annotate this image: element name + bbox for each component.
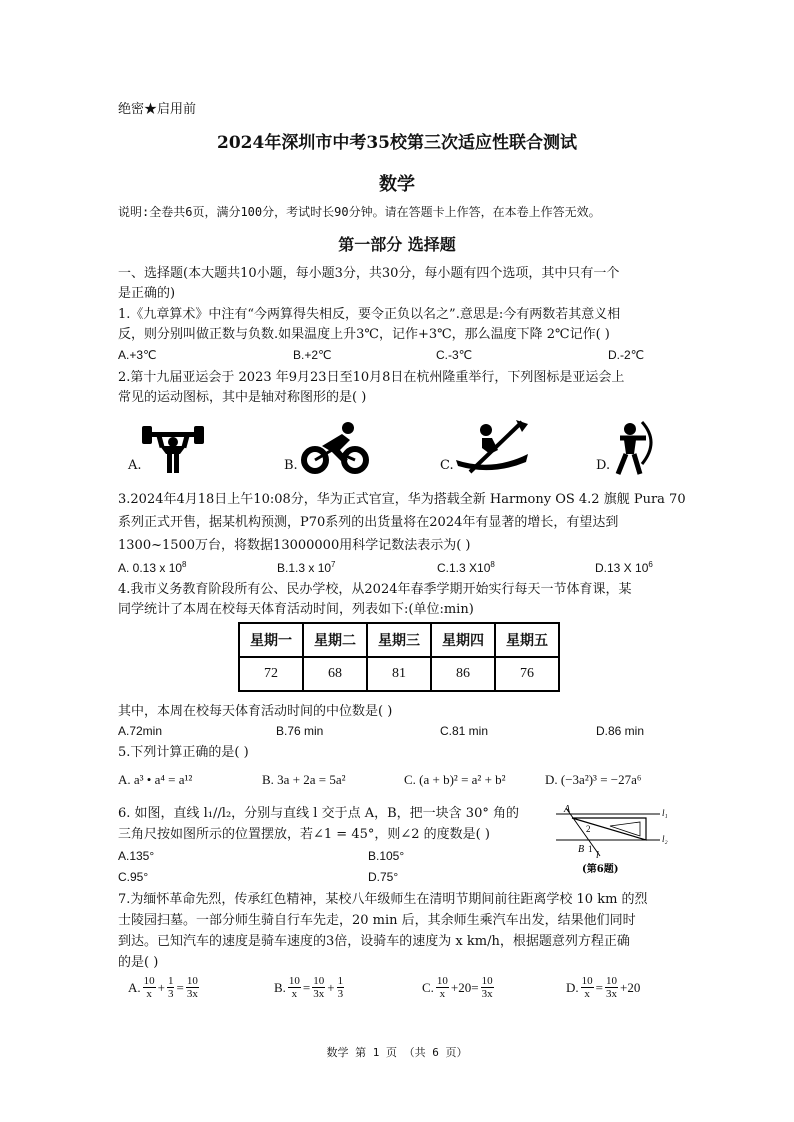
q4-option-d: D.86 min <box>596 724 645 738</box>
q1-option-b: B.+2℃ <box>293 348 332 362</box>
q4-stem-line2: 同学统计了本周在校每天体育活动时间，列表如下:(单位:min) <box>118 602 474 617</box>
q4-question: 其中，本周在校每天体育活动时间的中位数是( ) <box>118 704 393 719</box>
q5-option-a: A. a³ • a⁴ = a¹² <box>118 772 193 787</box>
q1-option-c: C.-3℃ <box>436 348 473 362</box>
q7-option-d: D. $\frac{10}{x}$ = $\frac{10}{3x}$ + 20 <box>566 975 641 1000</box>
q3-option-a: A. 0.13 x $10^8$ <box>118 560 187 575</box>
canoeing-icon <box>452 420 532 476</box>
confidential-mark: 绝密★启用前 <box>118 102 197 117</box>
q6-stem-line1: 6. 如图，直线 l₁//l₂，分别与直线 l 交于点 A，B，把一块含 30° 角的 <box>118 806 519 821</box>
q5-option-d: D. (−3a²)³ = −27a⁶ <box>545 772 642 787</box>
q1-stem-line1: 1.《九章算术》中注有“今两算得失相反，要令正负以名之”.意思是:今有两数若其意义相 <box>118 307 621 322</box>
activity-time-table <box>238 622 560 692</box>
q4-option-a: A.72min <box>118 724 163 738</box>
table-value-cell: 68 <box>303 657 367 691</box>
fig-label-l1: l₁ <box>662 808 668 818</box>
q6-option-a: A.135° <box>118 849 155 863</box>
q7-stem-line2: 士陵园扫墓。一部分师生骑自行车先走，20 min 后，其余师生乘汽车出发，结果他们同时 <box>118 913 636 928</box>
q7-stem-line4: 的是( ) <box>118 955 159 970</box>
q2-label-c: C. <box>440 458 454 473</box>
cycling-icon <box>298 420 374 476</box>
q7-option-a: A. $\frac{10}{x}$ + $\frac{1}{3}$ = $\frac{10}{3x}$ <box>128 975 198 1000</box>
fig-caption: (第6题) <box>582 864 619 875</box>
q7-stem-line1: 7.为缅怀革命先烈，传承红色精神，某校八年级师生在清明节期间前往距离学校 10 km 的烈 <box>118 892 648 907</box>
q3-option-b: B.1.3 x $10^7$ <box>277 560 336 575</box>
q7-stem-line3: 到达。已知汽车的速度是骑车速度的3倍，设骑车的速度为 x km/h，根据题意列方程正确 <box>118 934 630 949</box>
part-title: 第一部分 选择题 <box>338 235 456 254</box>
q3-option-c: C.1.3 $X10^8$ <box>437 560 495 575</box>
archery-icon <box>612 420 662 476</box>
q4-option-c: C.81 min <box>440 724 489 738</box>
q1-stem-line2: 反，则分别叫做正数与负数.如果温度上升3℃，记作+3℃，那么温度下降 2℃记作( ) <box>118 327 610 342</box>
instruction-text: 说明:全卷共6页，满分100分，考试时长90分钟。请在答题卡上作答，在本卷上作答无效。 <box>118 205 601 219</box>
fig-label-b: B <box>578 844 585 855</box>
q1-option-d: D.-2℃ <box>608 348 645 362</box>
q4-option-b: B.76 min <box>276 724 324 738</box>
q2-label-b: B. <box>284 458 298 473</box>
page-footer: 数学 第 1 页 （共 6 页） <box>326 1046 468 1059</box>
q3-stem-line2: 系列正式开售，据某机构预测，P70系列的出货量将在2024年有显著的增长，有望达到 <box>118 515 619 530</box>
q4-stem-line1: 4.我市义务教育阶段所有公、民办学校，从2024年春季学期开始实行每天一节体育课，某 <box>118 582 632 597</box>
q5-option-c: C. (a + b)² = a² + b² <box>404 772 506 787</box>
fig-label-1: 1 <box>588 844 593 854</box>
section-intro-line1: 一、选择题(本大题共10小题，每小题3分，共30分，每小题有四个选项，其中只有一个 <box>118 266 620 281</box>
q7-option-b: B. $\frac{10}{x}$ = $\frac{10}{3x}$ + $\frac{1}{3}$ <box>274 975 344 1000</box>
weightlifting-icon <box>140 420 206 476</box>
fig-label-2: 2 <box>586 824 591 834</box>
table-value-cell: 81 <box>367 657 431 691</box>
q5-option-b: B. 3a + 2a = 5a² <box>262 772 346 787</box>
fig-label-l: l <box>596 850 599 861</box>
fig-label-l2: l₂ <box>662 834 668 844</box>
q6-option-b: B.105° <box>368 849 405 863</box>
q3-stem-line3: 1300~1500万台，将数据13000000用科学记数法表示为( ) <box>118 538 471 553</box>
table-header-cell: 星期三 <box>367 623 431 657</box>
q6-option-d: D.75° <box>368 870 399 884</box>
table-value-cell: 72 <box>239 657 303 691</box>
table-value-cell: 86 <box>431 657 495 691</box>
table-header-cell: 星期五 <box>495 623 559 657</box>
q3-stem-line1: 3.2024年4月18日上午10:08分，华为正式官宣，华为搭载全新 Harmony OS 4.2 旗舰 Pura 70 <box>118 492 686 507</box>
q3-option-d: D.13 X $10^6$ <box>595 560 653 575</box>
table-header-cell: 星期二 <box>303 623 367 657</box>
table-header-cell: 星期一 <box>239 623 303 657</box>
q6-stem-line2: 三角尺按如图所示的位置摆放，若∠1 = 45°，则∠2 的度数是( ) <box>118 827 490 842</box>
exam-title: 2024年深圳市中考35校第三次适应性联合测试 <box>217 133 577 153</box>
q7-option-c: C. $\frac{10}{x}$ + 20 = $\frac{10}{3x}$ <box>422 975 493 1000</box>
subject-title: 数学 <box>379 174 415 195</box>
q5-stem: 5.下列计算正确的是( ) <box>118 745 249 760</box>
q2-stem-line1: 2.第十九届亚运会于 2023 年9月23日至10月8日在杭州隆重举行，下列图标是亚运会上 <box>118 370 625 385</box>
q2-label-a: A. <box>128 458 142 473</box>
q2-stem-line2: 常见的运动图标，其中是轴对称图形的是( ) <box>118 390 367 405</box>
fig-label-a: A <box>564 804 571 815</box>
q6-figure <box>550 804 670 876</box>
table-header-cell: 星期四 <box>431 623 495 657</box>
q2-label-d: D. <box>596 458 611 473</box>
q1-option-a: A.+3℃ <box>118 348 157 362</box>
section-intro-line2: 是正确的) <box>118 286 176 301</box>
table-value-cell: 76 <box>495 657 559 691</box>
q6-option-c: C.95° <box>118 870 149 884</box>
